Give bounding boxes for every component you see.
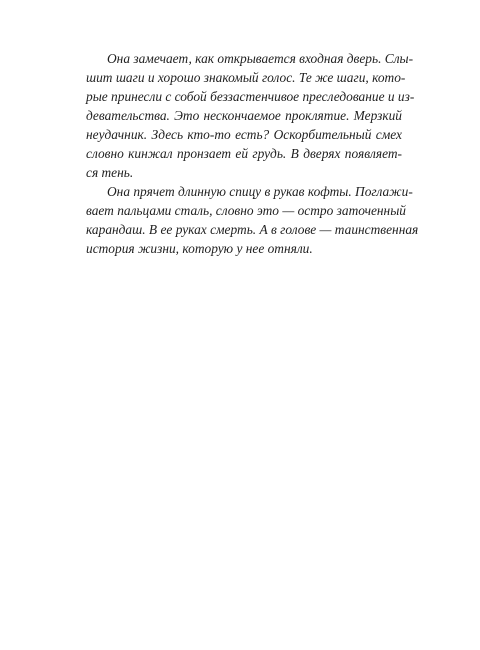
paragraph-2 [86,182,419,258]
text-line: карандаш. В ее руках смерть. А в голове — таинственная [86,222,419,237]
body-text [86,49,419,258]
text-line: неудачник. Здесь кто-то есть? Оскорбительный смех [86,127,402,142]
text-line: словно кинжал пронзает ей грудь. В дверях появляет- [86,146,402,161]
text-line: девательства. Это нескончаемое проклятие. Мерзкий [86,108,402,123]
text-line: шит шаги и хорошо знакомый голос. Те же шаги, кото- [86,70,406,85]
text-line: история жизни, которую у нее отняли. [86,241,313,256]
paragraph-1 [86,49,415,182]
text-line: Она прячет длинную спицу в рукав кофты. Поглажи- [107,184,413,199]
text-line: рые принесли с собой беззастенчивое преследование и из- [86,89,415,104]
text-line: вает пальцами сталь, словно это — остро заточенный [86,203,406,218]
text-line: Она замечает, как открывается входная дверь. Слы- [107,51,414,66]
text-line: ся тень. [86,165,134,180]
